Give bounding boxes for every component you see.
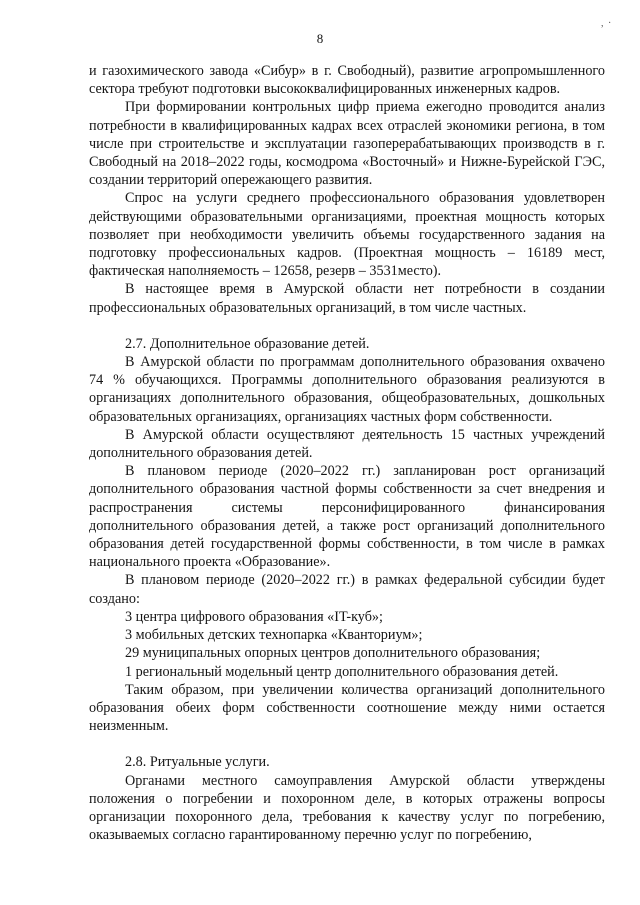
paragraph-coverage: В Амурской области по программам дополнительного образования охвачено 74 % обучающихся. Программы дополнительного образования реализуются в организациях дополнительного образования, общеобразовательных, дошкольных образовательных организациях, организациях частных форм собственности. <box>89 354 605 425</box>
scan-mark: , · <box>601 18 613 29</box>
paragraph-subsidy-intro: В плановом периоде (2020–2022 гг.) в рамках федеральной субсидии будет создано: <box>89 572 605 607</box>
section-heading-2-8: 2.8. Ритуальные услуги. <box>125 754 270 771</box>
list-item: 3 центра цифрового образования «IT-куб»; <box>125 608 383 625</box>
section-heading-2-7: 2.7. Дополнительное образование детей. <box>125 335 370 352</box>
paragraph-no-new-organizations: В настоящее время в Амурской области нет потребности в создании профессиональных образовательных организаций, в том числе частных. <box>89 281 605 316</box>
list-item: 29 муниципальных опорных центров дополнительного образования; <box>125 645 541 662</box>
list-item: 1 региональный модельный центр дополнительного образования детей. <box>125 663 559 680</box>
paragraph-continuation: и газохимического завода «Сибур» в г. Свободный), развитие агропромышленного сектора требуют подготовки высококвалифицированных инженерных кадров. <box>89 63 605 98</box>
paragraph-vocational-demand: Спрос на услуги среднего профессионального образования удовлетворен действующими образовательными организациями, проектная мощность которых позволяет при необходимости увеличить объемы государственного задания на подготовку профессиональных кадров. (Проектная мощность – 16189 мест, фактическая наполняемость – 12658, резерв – 3531место). <box>89 190 605 280</box>
page-number: 8 <box>316 31 324 46</box>
paragraph-conclusion: Таким образом, при увеличении количества организаций дополнительного образования обеих форм собственности соотношение между ними остается неизменным. <box>89 681 605 735</box>
paragraph-ritual-services: Органами местного самоуправления Амурской области утверждены положения о погребении и похоронном деле, в которых отражены вопросы организации похоронного дела, требования к качеству услуг по погребению, оказываемых согласно гарантированному перечню услуг по погребению, <box>89 772 605 844</box>
document-body <box>89 62 605 844</box>
paragraph-admission-figures: При формировании контрольных цифр приема ежегодно проводится анализ потребности в квалифицированных кадрах всех отраслей экономики региона, в том числе при строительстве и эксплуатации газоперерабатывающих производств в г. Свободный на 2018–2022 годы, космодрома «Восточный» и Нижне-Бурейской ГЭС, создании территорий опережающего развития. <box>89 99 605 189</box>
paragraph-planned-growth: В плановом периоде (2020–2022 гг.) запланирован рост организаций дополнительного образования частной формы собственности за счет внедрения и распространения системы персонифицированного финансирования дополнительного образования детей, а также рост организаций дополнительного образования детей государственной формы собственности, в том числе в рамках национального проекта «Образование». <box>89 463 605 571</box>
list-item: 3 мобильных детских технопарка «Кванториум»; <box>125 627 423 644</box>
paragraph-private-institutions: В Амурской области осуществляют деятельность 15 частных учреждений дополнительного образования детей. <box>89 426 605 462</box>
